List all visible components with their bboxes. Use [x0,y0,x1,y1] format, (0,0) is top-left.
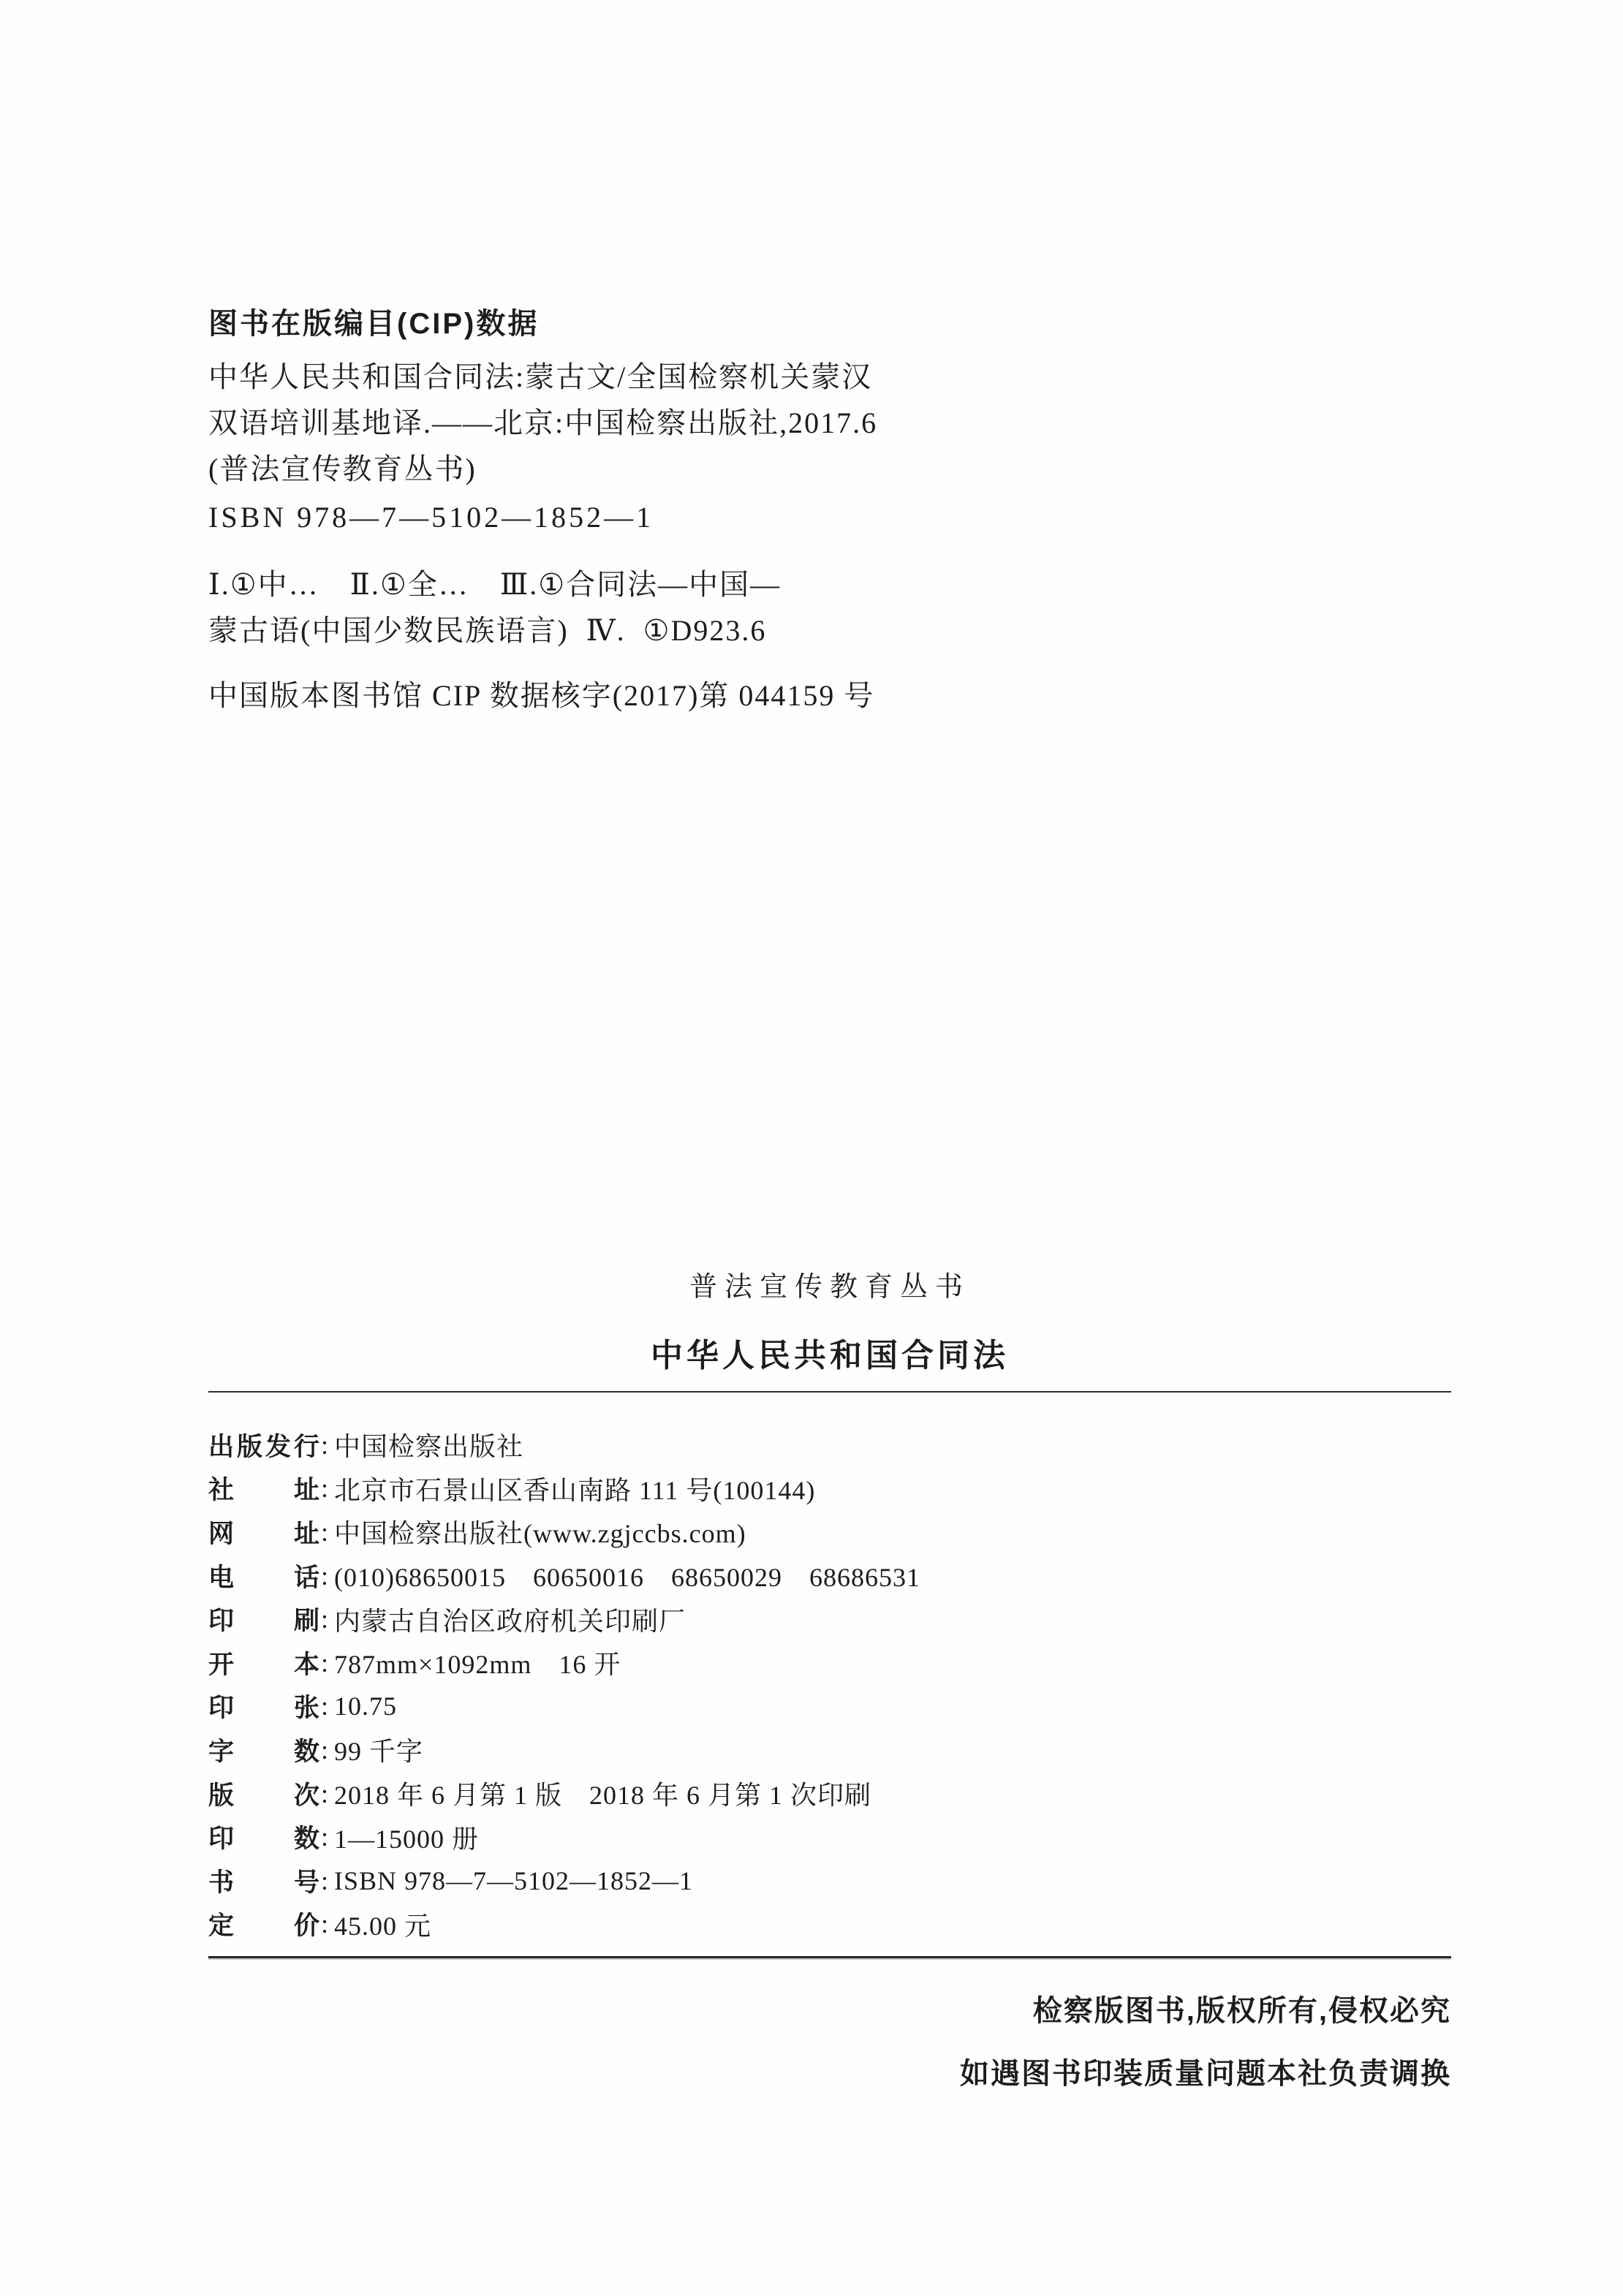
publication-row-isbn [208,1859,1451,1903]
quality-exchange-notice: 如遇图书印装质量问题本社负责调换 [960,2058,1451,2090]
publication-label: 印刷 [208,1607,319,1636]
label-separator: : [321,1474,329,1504]
publication-value: 10.75 [334,1691,398,1721]
cip-registry-number: 中国版本图书馆 CIP 数据核字(2017)第 044159 号 [208,679,875,712]
publication-row-printrun [208,1815,1451,1859]
publication-value: (010)68650015 60650016 68650029 68686531 [334,1563,920,1593]
publication-label: 字数 [208,1737,319,1766]
publication-label: 电话 [208,1563,319,1592]
label-separator: : [321,1691,329,1721]
publication-value: 北京市石景山区香山南路 111 号(100144) [334,1475,816,1505]
label-separator: : [321,1430,329,1460]
cip-isbn: ISBN 978—7—5102—1852—1 [208,501,654,534]
publication-label: 开本 [208,1650,319,1679]
label-separator: : [321,1561,329,1591]
publication-label: 网址 [208,1519,319,1548]
label-separator: : [321,1517,329,1547]
publication-row-address [208,1467,1451,1511]
publication-value: 中国检察出版社(www.zgjccbs.com) [334,1519,746,1549]
label-separator: : [321,1735,329,1765]
copyright-warning: 检察版图书,版权所有,侵权必究 [1032,1995,1451,2027]
label-separator: : [321,1648,329,1678]
publication-label: 社址 [208,1476,319,1505]
publication-row-sheets [208,1685,1451,1729]
publication-info-table [208,1423,1451,1946]
divider-bottom [208,1956,1451,1960]
cip-series-statement: (普法宣传教育丛书) [208,452,477,485]
cip-classification-line-2: 蒙古语(中国少数民族语言) Ⅳ. ①D923.6 [208,614,767,647]
publication-row-printer [208,1597,1451,1641]
divider-top [208,1391,1451,1393]
series-title: 普法宣传教育丛书 [689,1272,970,1303]
publication-label: 版次 [208,1781,319,1810]
publication-row-edition [208,1772,1451,1816]
cip-title-statement: 中华人民共和国合同法:蒙古文/全国检察机关蒙汉 [208,360,873,393]
publication-value: 内蒙古自治区政府机关印刷厂 [334,1606,686,1636]
label-separator: : [321,1909,329,1939]
publication-value: 中国检察出版社 [334,1432,524,1462]
publication-row-website [208,1510,1451,1554]
publication-value: 99 千字 [334,1737,424,1767]
publication-label: 出版发行 [208,1432,319,1461]
publication-value: ISBN 978—7—5102—1852—1 [334,1865,694,1895]
book-title: 中华人民共和国合同法 [651,1338,1009,1374]
publication-row-publisher [208,1423,1451,1467]
publication-value: 787mm×1092mm 16 开 [334,1650,621,1680]
publication-value: 1—15000 册 [334,1824,480,1854]
publication-label: 书号 [208,1868,319,1897]
publication-row-price [208,1903,1451,1947]
publication-value: 45.00 元 [334,1911,432,1941]
cip-heading: 图书在版编目(CIP)数据 [208,307,540,340]
publication-row-wordcount [208,1728,1451,1772]
publication-value: 2018 年 6 月第 1 版 2018 年 6 月第 1 次印刷 [334,1781,872,1811]
publication-row-format [208,1641,1451,1685]
label-separator: : [321,1865,329,1895]
publication-label: 印张 [208,1694,319,1723]
cip-classification-line-1: Ⅰ.①中… Ⅱ.①全… Ⅲ.①合同法—中国— [208,568,782,601]
publication-row-phone [208,1554,1451,1598]
label-separator: : [321,1822,329,1852]
label-separator: : [321,1778,329,1808]
cip-publisher-statement: 双语培训基地译.——北京:中国检察出版社,2017.6 [208,406,878,439]
publication-label: 定价 [208,1912,319,1941]
label-separator: : [321,1604,329,1634]
publication-label: 印数 [208,1825,319,1854]
